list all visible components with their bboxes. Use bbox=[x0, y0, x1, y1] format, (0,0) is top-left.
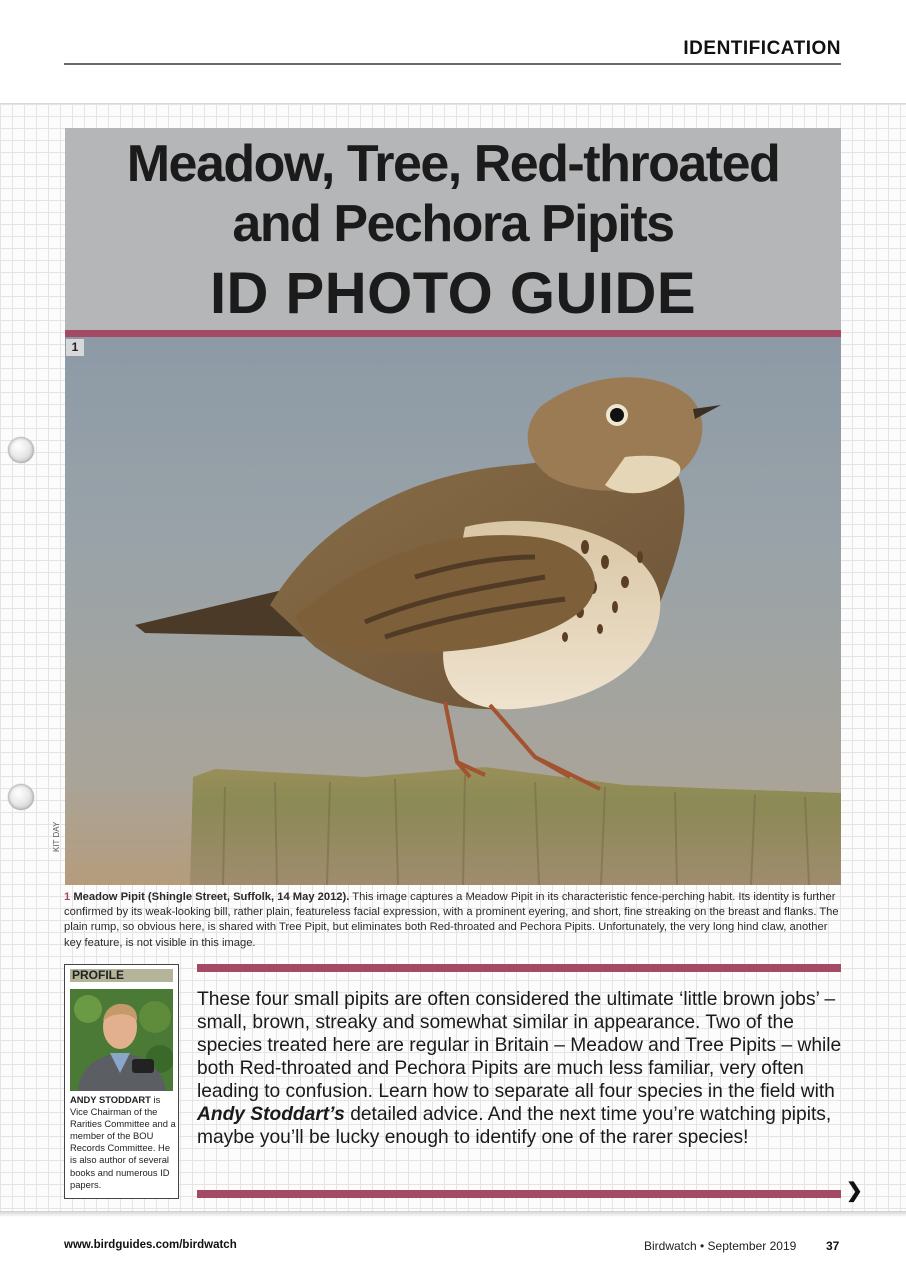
bird-illustration bbox=[65, 337, 841, 885]
article-title bbox=[65, 128, 841, 254]
intro-text-start: These four small pipits are often considered the ultimate ‘little brown jobs’ – small, brown, streaky and somewhat similar in appearance. Two of the species treated here are regular in Britain – Meadow and Tree Pipits – while both Red-throated and Pechora Pipits are much less familiar, very often leading to confusion. Learn how to separate all four species in the field with bbox=[197, 989, 842, 1102]
article-subtitle: ID PHOTO GUIDE bbox=[209, 261, 697, 326]
title-box bbox=[65, 128, 841, 330]
caption-number: 1 bbox=[64, 891, 71, 903]
caption-text: This image captures a Meadow Pipit in its characteristic fence-perching habit. Its identity is further confirmed by its weak-looking bill, rather plain, featureless facial expression, with a prominent eyering, and short, fine streaking on the breast and flanks. The plain rump, so obvious here, is shared with Tree Pipit, but eliminates both Red-throated and Pechora Pipits. Unfortunately, the very long hind claw, another key feature, is not visible in this image. bbox=[64, 891, 839, 949]
next-page-arrow-icon: ❯ bbox=[846, 1180, 863, 1202]
bird-eye bbox=[610, 408, 624, 422]
header-rule bbox=[64, 63, 841, 65]
section-label: IDENTIFICATION bbox=[683, 38, 841, 59]
photo-credit: KIT DAY bbox=[52, 821, 61, 852]
photo-caption bbox=[64, 890, 841, 951]
intro-top-bar bbox=[197, 964, 841, 972]
intro-author-name: Andy Stoddart’s bbox=[197, 1104, 345, 1125]
fence-post bbox=[190, 767, 841, 885]
footer-magazine-issue: Birdwatch • September 2019 bbox=[644, 1239, 797, 1253]
punch-hole-icon bbox=[8, 437, 34, 463]
intro-text-end: detailed advice. And the next time you’re watching pipits, maybe you’ll be lucky enough to identify one of the rarer species! bbox=[197, 1104, 832, 1148]
article-title-line1: Meadow, Tree, Red-throated bbox=[126, 135, 780, 193]
author-portrait bbox=[70, 989, 173, 1091]
profile-label: PROFILE bbox=[70, 969, 173, 982]
author-bio-text: is Vice Chairman of the Rarities Committee and a member of the BOU Records Committee. He is also author of several books and numerous ID papers. bbox=[70, 1094, 176, 1190]
footer-url: www.birdguides.com/birdwatch bbox=[64, 1239, 237, 1251]
author-profile-box bbox=[64, 964, 179, 1199]
paper-shadow bbox=[0, 1211, 906, 1217]
intro-bottom-bar bbox=[197, 1190, 841, 1198]
author-photo bbox=[70, 989, 173, 1091]
punch-hole-icon bbox=[8, 784, 34, 810]
intro-paragraph bbox=[197, 988, 845, 1149]
photo-number-badge: 1 bbox=[66, 339, 84, 356]
caption-title: Meadow Pipit (Shingle Street, Suffolk, 14 May 2012). bbox=[73, 891, 350, 903]
meadow-pipit-photo bbox=[65, 337, 841, 885]
title-accent-bar bbox=[65, 330, 841, 337]
page-number: 37 bbox=[826, 1239, 840, 1253]
article-title-line2: and Pechora Pipits bbox=[232, 195, 674, 253]
author-name: ANDY STODDART bbox=[70, 1094, 151, 1105]
profile-bio bbox=[70, 1094, 176, 1191]
